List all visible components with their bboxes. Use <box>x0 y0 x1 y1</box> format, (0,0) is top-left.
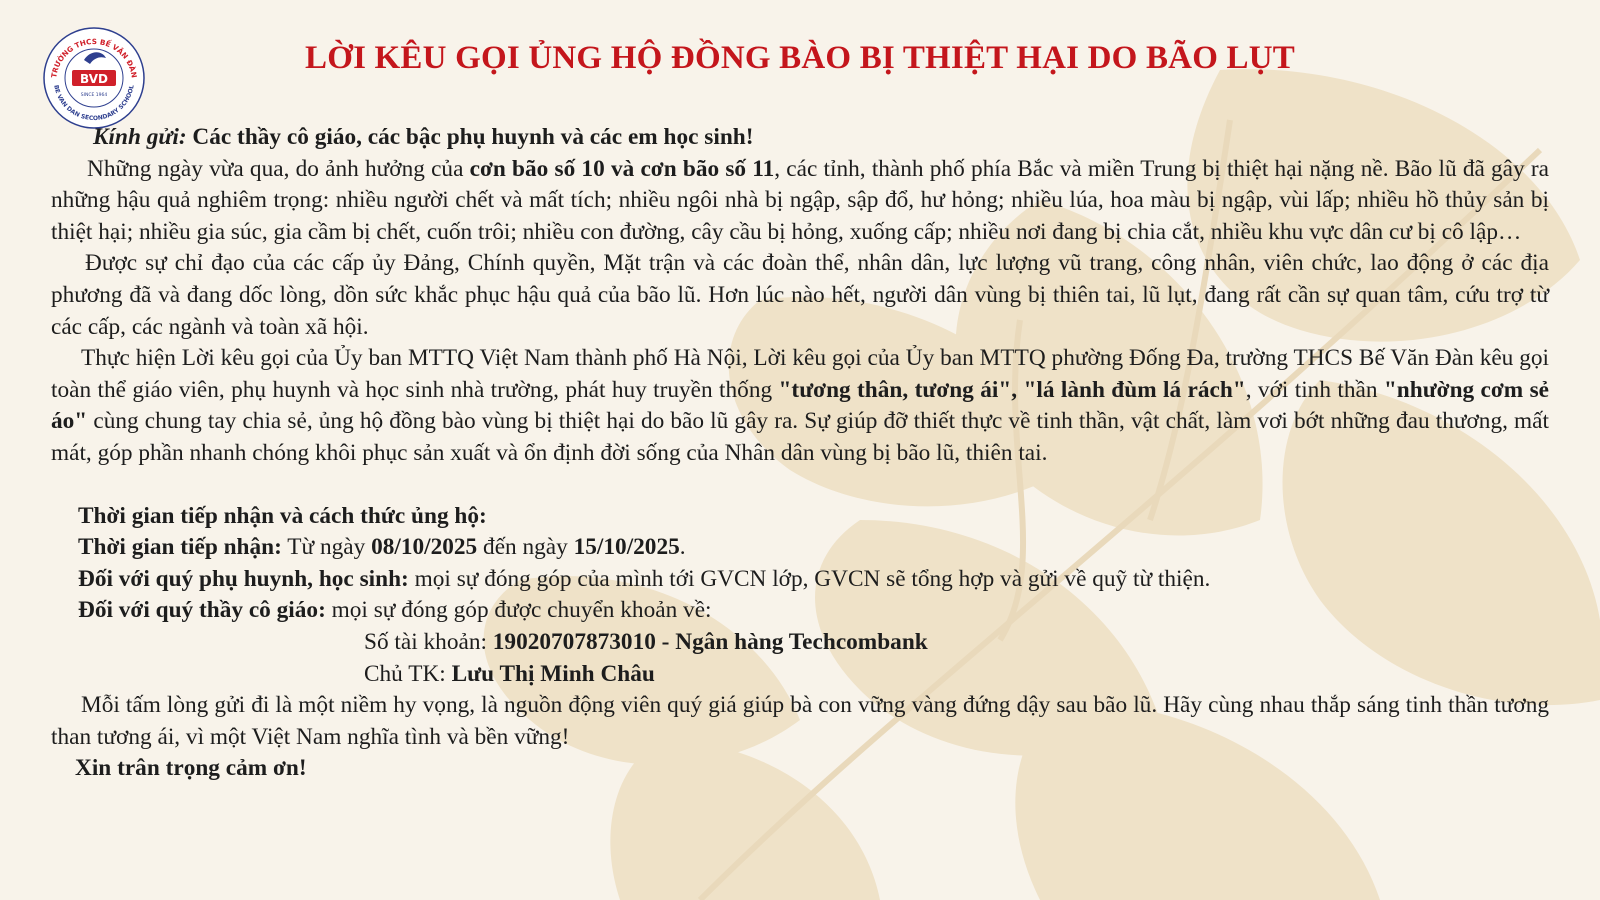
info-parents <box>51 564 1549 596</box>
bank-account <box>51 627 1549 659</box>
spirit-quote: "nhường cơm sẻ áo" <box>51 376 1549 435</box>
paragraph-3 <box>51 343 1549 469</box>
para3-text-e: cùng chung tay chia sẻ, ủng hộ đồng bào vùng bị thiệt hại do bão lũ gây ra. Sự giúp đỡ thiết thực về tinh thần, vật chất, làm vơi bớt những đau thương, mất mát, góp phần nhanh chóng khôi phục sản xuất và ổn định đời sống của Nhân dân vùng bị bão lũ, thiên tai. <box>51 408 1549 466</box>
paragraph-2: Được sự chỉ đạo của các cấp ủy Đảng, Chính quyền, Mặt trận và các đoàn thể, nhân dân, lực lượng vũ trang, công nhân, viên chức, lao động ở các địa phương đã và đang dốc lòng, dồn sức khắc phục hậu quả của bão lũ. Hơn lúc nào hết, người dân vùng bị thiên tai, lũ lụt, đang rất cần sự quan tâm, cứu trợ từ các cấp, các ngành và toàn xã hội. <box>51 250 1549 340</box>
owner-label: Chủ TK: <box>364 660 452 687</box>
info-heading-text: Thời gian tiếp nhận và cách thức ủng hộ: <box>78 502 487 529</box>
time-mid: đến ngày <box>477 534 574 561</box>
logo-school-name: TRƯỜNG THCS BẾ VĂN ĐÀN <box>49 36 139 79</box>
appeal-body <box>51 122 1549 785</box>
page-title: LỜI KÊU GỌI ỦNG HỘ ĐỒNG BÀO BỊ THIỆT HẠI DO BÃO LỤT <box>304 40 1295 76</box>
thanks-text: Xin trân trọng cảm ơn! <box>75 755 307 782</box>
parents-text: mọi sự đóng góp của mình tới GVCN lớp, GVCN sẽ tổng hợp và gửi về quỹ từ thiện. <box>408 565 1211 592</box>
salutation-label: Kính gửi: <box>93 124 187 150</box>
end-date: 15/10/2025 <box>573 534 680 561</box>
para1-text-a: Những ngày vừa qua, do ảnh hưởng của <box>87 155 470 182</box>
time-end: . <box>679 534 686 561</box>
storm-names: cơn bão số 10 và cơn bão số 11 <box>469 155 775 182</box>
logo-monogram: BVD <box>80 72 108 86</box>
logo-since: SINCE 1964 <box>80 93 108 98</box>
teachers-text: mọi sự đóng góp được chuyển khoản về: <box>325 597 712 624</box>
paragraph-1 <box>51 154 1549 249</box>
info-time <box>51 532 1549 564</box>
salutation-text: Các thầy cô giáo, các bậc phụ huynh và các em học sinh! <box>186 124 754 150</box>
teachers-label: Đối với quý thầy cô giáo: <box>78 597 326 624</box>
owner-value: Lưu Thị Minh Châu <box>451 660 655 687</box>
time-pre: Từ ngày <box>281 534 372 561</box>
closing-paragraph: Mỗi tấm lòng gửi đi là một niềm hy vọng, là nguồn động viên quý giá giúp bà con vững vàng đứng dậy sau bão lũ. Hãy cùng nhau thắp sáng tinh thần tương than tương ái, vì một Việt Nam nghĩa tình và bền vững! <box>51 692 1549 750</box>
para3-text-c: , với tinh thần <box>1245 376 1384 403</box>
time-label: Thời gian tiếp nhận: <box>78 534 282 561</box>
account-label: Số tài khoản: <box>364 628 493 655</box>
account-value: 19020707873010 - Ngân hàng Techcombank <box>492 628 928 655</box>
thanks-line <box>51 753 1549 785</box>
info-heading <box>51 501 1549 533</box>
school-logo <box>40 24 148 132</box>
salutation-line <box>51 122 1549 154</box>
logo-english-name: BE VAN DAN SECONDARY SCHOOL <box>52 84 136 123</box>
parents-label: Đối với quý phụ huynh, học sinh: <box>78 565 409 592</box>
para1-text-c: , các tỉnh, thành phố phía Bắc và miền Trung bị thiệt hại nặng nề. Bão lũ đã gây ra những hậu quả nghiêm trọng: nhiều người chết và mất tích; nhiều ngôi nhà bị ngập, sập đổ, hư hỏng; nhiều lúa, hoa màu bị ngập, vùi lấp; nhiều hồ thủy sản bị thiệt hại; nhiều gia súc, gia cầm bị chết, cuốn trôi; nhiều con đường, cây cầu bị hỏng, xuống cấp; nhiều nơi đang bị chia cắt, nhiều khu vực dân cư bị cô lập… <box>51 155 1549 245</box>
para3-text-a: Thực hiện Lời kêu gọi của Ủy ban MTTQ Việt Nam thành phố Hà Nội, Lời kêu gọi của Ủy ban MTTQ phường Đống Đa, trường THCS Bế Văn Đàn kêu gọi toàn thể giáo viên, phụ huynh và học sinh nhà trường, phát huy truyền thống <box>51 345 1549 403</box>
start-date: 08/10/2025 <box>371 534 478 561</box>
info-teachers <box>51 595 1549 627</box>
tradition-quote: "tương thân, tương ái", "lá lành đùm lá rách" <box>778 376 1246 403</box>
account-owner <box>51 659 1549 691</box>
